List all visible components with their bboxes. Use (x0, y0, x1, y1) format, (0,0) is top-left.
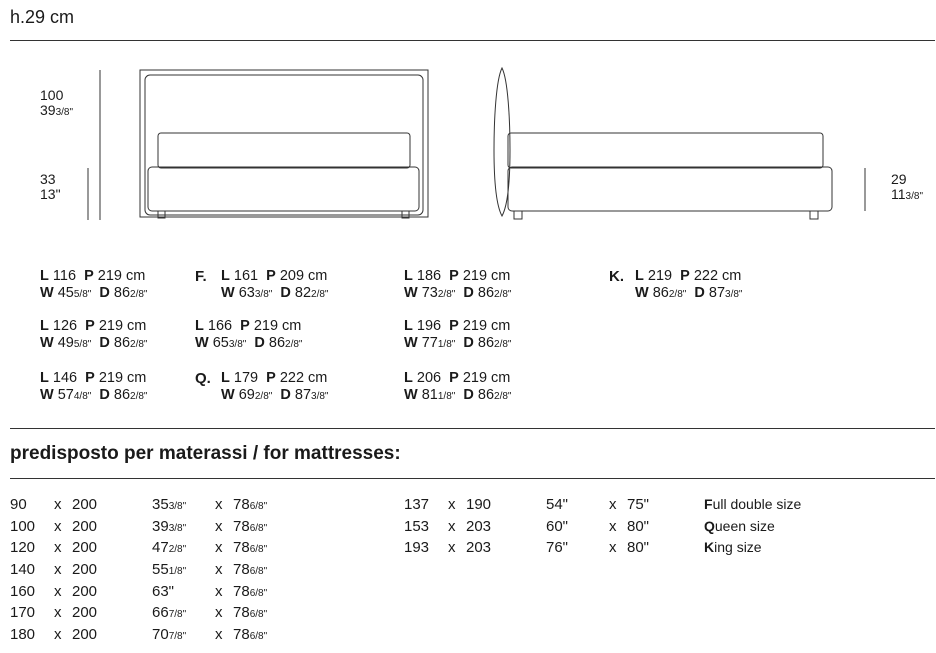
size-option (40, 318, 147, 353)
mattress-row (10, 602, 340, 624)
mattress-width-in: 63" (152, 582, 175, 600)
mattress-width-cm: 100 (10, 517, 36, 535)
mattress-width-in: 393/8" (152, 517, 187, 535)
front-total-height-cm: 100 (40, 87, 64, 103)
mattress-width-in: 551/8" (152, 561, 187, 579)
front-frame-height-in: 13" (40, 186, 61, 202)
mattress-length-in: 786/8" (233, 517, 268, 535)
mattress-us-table (404, 494, 924, 559)
mattress-width-cm: 137 (404, 496, 430, 513)
size-metric: L 219 P 222 cm (635, 268, 742, 284)
size-metric: L 166 P 219 cm (195, 318, 302, 334)
mattress-length-cm: 200 (72, 582, 98, 600)
mattress-row (10, 581, 340, 603)
mattress-width-in: 472/8" (152, 539, 187, 557)
mattress-length-in: 786/8" (233, 561, 268, 579)
size-metric: L 196 P 219 cm (404, 318, 511, 334)
mattress-width-cm: 120 (10, 539, 36, 557)
mattress-length-cm: 200 (72, 539, 98, 557)
mattress-width-cm: 180 (10, 626, 36, 644)
mattress-length-in: 786/8" (233, 496, 268, 513)
mattress-divider (10, 478, 935, 479)
mattress-row (404, 516, 924, 538)
size-metric: L 186 P 219 cm (404, 268, 511, 284)
mattress-row (10, 516, 340, 538)
size-prefix: F. (195, 268, 207, 285)
size-imperial: W 862/8" D 873/8" (635, 285, 743, 301)
size-option (195, 268, 328, 303)
mattress-x2: x (215, 539, 223, 557)
size-imperial: W 653/8" D 862/8" (195, 335, 303, 351)
mattress-length-in: 786/8" (233, 626, 268, 644)
mattress-row (404, 537, 924, 559)
mattress-x: x (54, 561, 62, 579)
mattress-length-in: 786/8" (233, 582, 268, 600)
mattress-length-in: 786/8" (233, 539, 268, 557)
size-metric: L 126 P 219 cm (40, 318, 147, 334)
mattress-x: x (54, 539, 62, 557)
size-imperial: W 574/8" D 862/8" (40, 387, 148, 403)
front-frame-height-cm: 33 (40, 171, 56, 187)
mattress-size-name: King size (704, 539, 762, 556)
size-imperial: W 811/8" D 862/8" (404, 387, 512, 403)
size-metric: L 116 P 219 cm (40, 268, 146, 284)
size-prefix: K. (609, 268, 624, 285)
middle-divider (10, 428, 935, 429)
size-imperial: W 455/8" D 862/8" (40, 285, 148, 301)
size-prefix: Q. (195, 370, 211, 387)
mattress-x2: x (215, 517, 223, 535)
front-view-bed (140, 70, 428, 218)
size-imperial: W 495/8" D 862/8" (40, 335, 148, 351)
size-option (404, 318, 511, 353)
mattress-length-cm: 203 (466, 539, 492, 557)
mattress-width-cm: 160 (10, 582, 36, 600)
mattress-row (10, 624, 340, 646)
mattress-length-cm: 200 (72, 561, 98, 579)
mattress-x: x (448, 517, 456, 535)
mattress-x2: x (609, 496, 617, 513)
size-option (195, 318, 302, 353)
side-frame-height-in: 113/8" (891, 186, 923, 202)
size-option (609, 268, 742, 303)
mattress-metric-table (10, 494, 340, 646)
bed-drawings (0, 0, 936, 240)
mattress-x: x (54, 582, 62, 600)
mattress-width-cm: 90 (10, 496, 27, 513)
mattress-x2: x (215, 582, 223, 600)
size-option (404, 370, 511, 405)
mattress-x2: x (609, 539, 617, 557)
front-total-height-in: 393/8" (40, 102, 74, 118)
mattress-size-name: Queen size (704, 517, 775, 534)
size-option (40, 370, 147, 405)
mattress-x2: x (215, 626, 223, 644)
mattress-x: x (54, 626, 62, 644)
size-option (40, 268, 147, 303)
mattress-length-in: 786/8" (233, 604, 268, 622)
mattress-length-cm: 200 (72, 496, 98, 513)
side-view-bed (494, 68, 832, 219)
mattress-row (10, 559, 340, 581)
size-metric: L 161 P 209 cm (221, 268, 328, 284)
size-imperial: W 633/8" D 822/8" (221, 285, 329, 301)
page-title: h.29 cm (10, 7, 75, 27)
size-option (195, 370, 328, 405)
mattress-length-in: 80" (627, 539, 650, 557)
mattress-width-cm: 193 (404, 539, 430, 557)
mattress-x: x (448, 496, 456, 513)
mattress-row (10, 494, 340, 516)
mattress-length-cm: 190 (466, 496, 492, 513)
mattress-length-cm: 200 (72, 604, 98, 622)
mattress-x: x (448, 539, 456, 557)
mattress-x2: x (215, 561, 223, 579)
size-metric: L 146 P 219 cm (40, 370, 147, 386)
size-option (404, 268, 511, 303)
mattress-length-in: 75" (627, 496, 650, 513)
mattress-length-cm: 200 (72, 626, 98, 644)
size-metric: L 179 P 222 cm (221, 370, 328, 386)
mattress-size-name: Full double size (704, 496, 802, 512)
mattress-length-cm: 203 (466, 517, 492, 535)
side-frame-height-cm: 29 (891, 171, 907, 187)
mattress-x2: x (215, 604, 223, 622)
mattress-width-cm: 170 (10, 604, 36, 622)
mattress-x2: x (609, 517, 617, 535)
size-imperial: W 771/8" D 862/8" (404, 335, 512, 351)
size-imperial: W 732/8" D 862/8" (404, 285, 512, 301)
mattress-row (10, 537, 340, 559)
mattress-row (404, 494, 924, 516)
mattress-x: x (54, 517, 62, 535)
mattress-length-cm: 200 (72, 517, 98, 535)
size-imperial: W 692/8" D 873/8" (221, 387, 329, 403)
mattress-width-in: 54" (546, 496, 569, 513)
size-metric: L 206 P 219 cm (404, 370, 511, 386)
mattress-x: x (54, 496, 62, 513)
mattress-width-cm: 153 (404, 517, 430, 535)
mattress-x2: x (215, 496, 223, 513)
mattress-width-in: 60" (546, 517, 569, 535)
mattress-width-cm: 140 (10, 561, 36, 579)
mattress-width-in: 353/8" (152, 496, 187, 513)
mattress-section-title: predisposto per materassi / for mattresses: (10, 443, 401, 464)
mattress-x: x (54, 604, 62, 622)
mattress-width-in: 707/8" (152, 626, 187, 644)
mattress-length-in: 80" (627, 517, 650, 535)
mattress-width-in: 667/8" (152, 604, 187, 622)
mattress-width-in: 76" (546, 539, 569, 557)
